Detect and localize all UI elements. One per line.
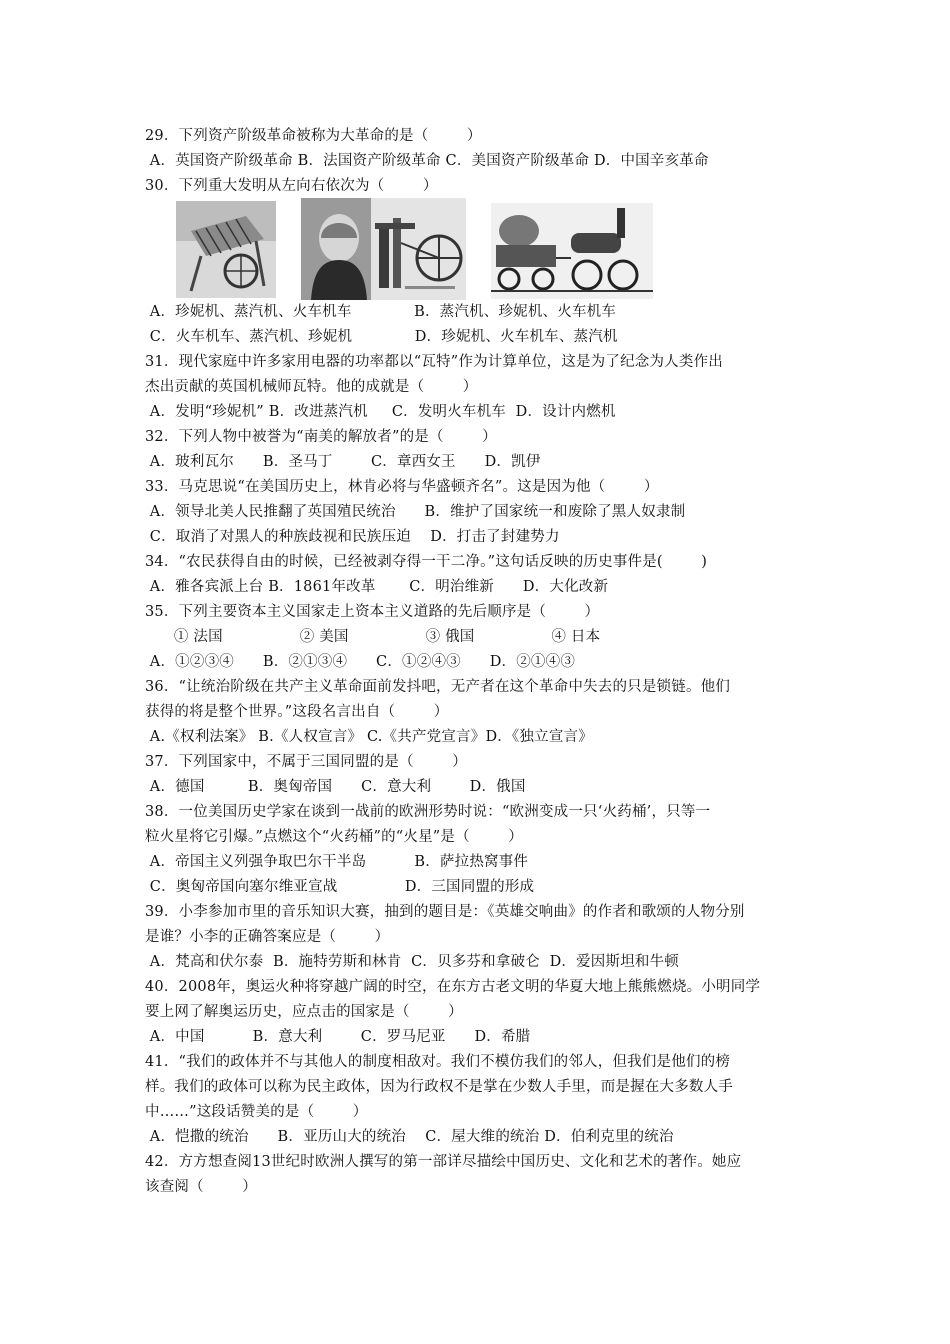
q41-stem-line1: 41．“我们的政体并不与其他人的制度相敌对。我们不模仿我们的邻人，但我们是他们的榜: [145, 1054, 731, 1070]
q29-stem: 29．下列资产阶级革命被称为大革命的是（ ）: [145, 128, 482, 144]
watt-steam-engine-image: [301, 198, 466, 300]
steam-engine-icon: [301, 198, 466, 300]
q33-options-ab: A．领导北美人民推翻了英国殖民统治 B．维护了国家统一和废除了黑人奴隶制: [145, 504, 686, 520]
q30-options-cd: C．火车机车、蒸汽机、珍妮机 D．珍妮机、火车机车、蒸汽机: [145, 329, 618, 345]
q36-stem-line1: 36．“让统治阶级在共产主义革命面前发抖吧，无产者在这个革命中失去的只是锁链。他们: [145, 679, 731, 695]
q33-options-cd: C．取消了对黑人的种族歧视和民族压迫 D．打击了封建势力: [145, 529, 560, 545]
q36-stem-line2: 获得的将是整个世界。”这段名言出自（ ）: [145, 704, 449, 720]
q39-stem-line2: 是谁？小李的正确答案应是（ ）: [145, 929, 390, 945]
q33-stem: 33．马克思说“在美国历史上，林肯必将与华盛顿齐名”。这是因为他（ ）: [145, 479, 659, 495]
q37-stem: 37．下列国家中，不属于三国同盟的是（ ）: [145, 754, 467, 770]
q32-options: A．玻利瓦尔 B．圣马丁 C．章西女王 D．凯伊: [145, 454, 541, 470]
q30-options-ab: A．珍妮机、蒸汽机、火车机车 B．蒸汽机、珍妮机、火车机车: [145, 304, 617, 320]
locomotive-image: [491, 203, 653, 299]
q30-stem: 30．下列重大发明从左向右依次为（ ）: [145, 178, 438, 194]
q41-stem-line3: 中……”这段话赞美的是（ ）: [145, 1104, 368, 1120]
q31-options: A．发明“珍妮机” B．改进蒸汽机 C．发明火车机车 D．设计内燃机: [145, 404, 616, 420]
q32-stem: 32．下列人物中被誉为“南美的解放者”的是（ ）: [145, 429, 497, 445]
q40-stem-line2: 要上网了解奥运历史，应点击的国家是（ ）: [145, 1004, 463, 1020]
spinning-jenny-icon: [176, 201, 276, 298]
q38-stem-line1: 38．一位美国历史学家在谈到一战前的欧洲形势时说：“欧洲变成一只‘火药桶’，只等一: [145, 804, 711, 820]
q39-stem-line1: 39．小李参加市里的音乐知识大赛，抽到的题目是：《英雄交响曲》的作者和歌颂的人物分别: [145, 904, 745, 920]
q36-options: A.《权利法案》 B.《人权宣言》 C.《共产党宣言》D．《独立宣言》: [145, 729, 593, 745]
q31-stem-line1: 31．现代家庭中许多家用电器的功率都以“瓦特”作为计算单位，这是为了纪念为人类作出: [145, 354, 723, 370]
q37-options: A．德国 B．奥匈帝国 C．意大利 D．俄国: [145, 779, 526, 795]
q29-options: A．英国资产阶级革命 B．法国资产阶级革命 C．美国资产阶级革命 D．中国辛亥革命: [145, 153, 709, 169]
q42-stem-line1: 42．方方想查阅13世纪时欧洲人撰写的第一部详尽描绘中国历史、文化和艺术的著作。她应: [145, 1154, 742, 1170]
q39-options: A．梵高和伏尔泰 B．施特劳斯和林肯 C．贝多芬和拿破仑 D．爱因斯坦和牛顿: [145, 954, 680, 970]
q41-stem-line2: 样。我们的政体可以称为民主政体，因为行政权不是掌在少数人手里，而是握在大多数人手: [145, 1079, 733, 1095]
q34-options: A．雅各宾派上台 B．1861年改革 C．明治维新 D．大化改新: [145, 579, 609, 595]
q40-options: A．中国 B．意大利 C．罗马尼亚 D．希腊: [145, 1029, 531, 1045]
q41-options: A．恺撒的统治 B．亚历山大的统治 C．屋大维的统治 D．伯利克里的统治: [145, 1129, 674, 1145]
q35-items: ① 法国 ② 美国 ③ 俄国 ④ 日本: [145, 629, 601, 645]
spinning-jenny-image: [176, 201, 276, 298]
q38-options-ab: A．帝国主义列强争取巴尔干半岛 B．萨拉热窝事件: [145, 854, 529, 870]
q35-options: A．①②③④ B．②①③④ C．①②④③ D．②①④③: [145, 654, 576, 670]
q42-stem-line2: 该查阅（ ）: [145, 1179, 257, 1195]
q35-stem: 35．下列主要资本主义国家走上资本主义道路的先后顺序是（ ）: [145, 604, 600, 620]
q40-stem-line1: 40．2008年，奥运火种将穿越广阔的时空，在东方古老文明的华夏大地上熊熊燃烧。小明同学: [145, 979, 761, 995]
q38-options-cd: C．奥匈帝国向塞尔维亚宣战 D．三国同盟的形成: [145, 879, 535, 895]
q31-stem-line2: 杰出贡献的英国机械师瓦特。他的成就是（ ）: [145, 379, 478, 395]
q38-stem-line2: 粒火星将它引爆。”点燃这个“火药桶”的“火星”是（ ）: [145, 829, 523, 845]
q34-stem: 34．“农民获得自由的时候，已经被剥夺得一干二净。”这句话反映的历史事件是( ): [145, 554, 708, 570]
locomotive-icon: [491, 203, 653, 299]
